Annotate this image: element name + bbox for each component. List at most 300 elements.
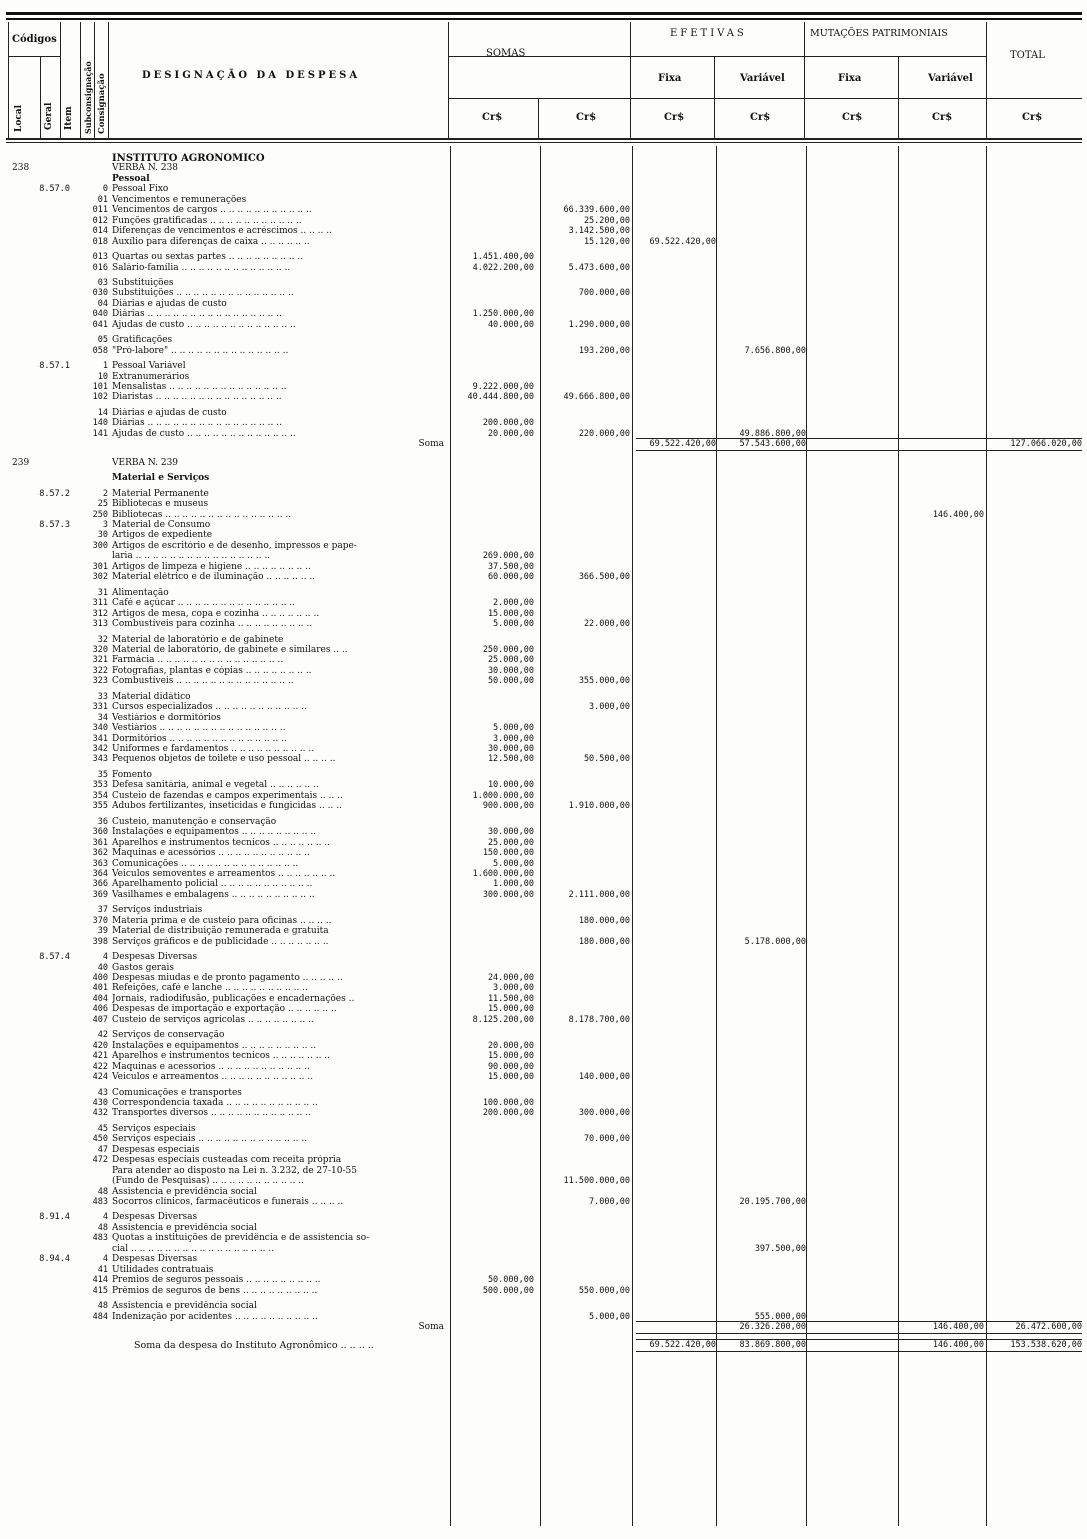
mut-variavel-value: 146.400,00 bbox=[932, 1321, 984, 1332]
item-code: 404 bbox=[92, 993, 108, 1004]
somas2-value: 3.000,00 bbox=[589, 702, 630, 713]
row-description: Aparelhos e instrumentos tecnicos .. .. .. .. .. .. .. bbox=[112, 837, 331, 848]
row-description: Mensalistas .. .. .. .. .. .. .. .. .. .. .. .. .. .. bbox=[112, 382, 287, 392]
table-row bbox=[0, 1098, 1087, 1109]
row-description: Artigos de mesa, copa e cozinha .. .. .. .. .. .. .. bbox=[112, 608, 320, 619]
item-code: 354 bbox=[92, 790, 108, 801]
table-row bbox=[0, 1155, 1087, 1166]
geral-code: 8.57.2 bbox=[39, 488, 70, 499]
table-row bbox=[0, 780, 1087, 791]
item-code: 422 bbox=[92, 1061, 108, 1072]
row-description: Artigos de escritório e de desenho, impressos e pape- bbox=[112, 540, 357, 551]
row-description: Pequenos objetos de toilete e uso pessoal .. .. .. .. bbox=[112, 754, 336, 765]
row-description: Material de laboratório, de gabinete e similares .. .. bbox=[112, 644, 348, 655]
table-row bbox=[0, 827, 1087, 838]
table-row bbox=[0, 1041, 1087, 1052]
somas2-value: 300.000,00 bbox=[578, 1108, 630, 1119]
row-description: Substituições .. .. .. .. .. .. .. .. .. .. .. .. .. .. bbox=[112, 288, 294, 299]
somas1-value: 2.000,00 bbox=[493, 598, 534, 609]
somas1-value: 200.000,00 bbox=[482, 418, 534, 429]
somas1-value: 1.000.000,00 bbox=[472, 790, 534, 801]
variavel-label: Variável bbox=[740, 73, 785, 84]
row-description: (Fundo de Pesquisas) .. .. .. .. .. .. .. .. .. .. .. bbox=[112, 1176, 304, 1187]
table-row bbox=[0, 299, 1087, 310]
mutacoes-label: MUTAÇÕES PATRIMONIAIS bbox=[810, 28, 948, 39]
item-code: 483 bbox=[92, 1197, 108, 1207]
row-description: Assistencia e previdência social bbox=[112, 1301, 257, 1311]
sum-rule bbox=[636, 438, 1082, 439]
item-code: 35 bbox=[97, 769, 108, 780]
codigos-label: Códigos bbox=[12, 34, 57, 45]
table-row bbox=[0, 1134, 1087, 1145]
table-row bbox=[0, 635, 1087, 646]
somas1-value: 1.451.400,00 bbox=[472, 252, 534, 262]
item-code: 340 bbox=[92, 723, 108, 734]
item-code: 322 bbox=[92, 665, 108, 676]
item-code: 342 bbox=[92, 744, 108, 754]
table-row bbox=[0, 309, 1087, 320]
row-description: Assistencia e previdência social bbox=[112, 1222, 257, 1233]
item-code: 341 bbox=[92, 733, 108, 744]
row-description: Prêmios de seguros de bens .. .. .. .. .. .. .. .. .. bbox=[112, 1285, 318, 1296]
table-row bbox=[0, 676, 1087, 687]
item-code: 2 bbox=[102, 488, 108, 499]
item-code: 40 bbox=[97, 962, 108, 973]
table-row bbox=[0, 926, 1087, 937]
row-description: Pessoal bbox=[112, 173, 150, 184]
row-description: Assistencia e previdência social bbox=[112, 1186, 257, 1197]
row-description: Artigos de limpeza e higiene .. .. .. .. .. .. .. .. bbox=[112, 561, 311, 572]
mut-fixa-label: Fixa bbox=[838, 73, 862, 84]
row-description: Diaristas .. .. .. .. .. .. .. .. .. .. .. .. .. .. .. bbox=[112, 392, 282, 403]
somas2-value: 2.111.000,00 bbox=[568, 889, 630, 900]
row-description: Cursos especializados .. .. .. .. .. .. .. .. .. .. .. bbox=[112, 702, 307, 713]
row-description: Comunicações .. .. .. .. .. .. .. .. .. .. .. .. .. .. bbox=[112, 858, 299, 869]
item-code: 011 bbox=[92, 205, 108, 216]
soma-label: Soma bbox=[418, 1321, 444, 1332]
table-row bbox=[0, 1254, 1087, 1265]
consignacao-label: Consignação bbox=[97, 73, 107, 134]
table-row bbox=[0, 1223, 1087, 1234]
item-code: 058 bbox=[92, 345, 108, 356]
sum-rule bbox=[636, 1339, 1082, 1340]
item-code: 012 bbox=[92, 215, 108, 226]
somas1-value: 100.000,00 bbox=[482, 1097, 534, 1108]
total-value: 153.538.620,00 bbox=[1010, 1340, 1082, 1351]
row-description: Despesas de importação e exportação .. .. .. .. .. .. bbox=[112, 1004, 337, 1015]
fixa-label: Fixa bbox=[658, 73, 682, 84]
row-description: Aparelhamento policial .. .. .. .. .. .. .. .. .. .. .. bbox=[112, 879, 313, 890]
row-description: Funções gratificadas .. .. .. .. .. .. .. .. .. .. .. bbox=[112, 215, 302, 226]
row-description: Instalações e equipamentos .. .. .. .. .. .. .. .. .. bbox=[112, 1040, 317, 1051]
mut-variavel-value: 146.400,00 bbox=[932, 1340, 984, 1351]
item-code: 362 bbox=[92, 848, 108, 858]
somas1-value: 30.000,00 bbox=[487, 827, 534, 838]
item-code: 312 bbox=[92, 608, 108, 619]
item-code: 472 bbox=[92, 1155, 108, 1166]
somas1-value: 50.000,00 bbox=[487, 676, 534, 687]
somas1-value: 3.000,00 bbox=[493, 983, 534, 994]
table-row bbox=[0, 372, 1087, 383]
table-row bbox=[0, 1322, 1087, 1333]
row-description: Transportes diversos .. .. .. .. .. .. .. .. .. .. .. .. bbox=[112, 1108, 311, 1119]
table-row bbox=[0, 1072, 1087, 1083]
table-row bbox=[0, 916, 1087, 927]
table-row bbox=[0, 692, 1087, 703]
item-code: 353 bbox=[92, 780, 108, 791]
item-code: 016 bbox=[92, 262, 108, 273]
table-row bbox=[0, 184, 1087, 195]
somas1-value: 11.500,00 bbox=[487, 993, 534, 1004]
item-code: 401 bbox=[92, 983, 108, 994]
item-code: 42 bbox=[97, 1030, 108, 1041]
item-label: Item bbox=[64, 106, 74, 130]
row-description: Socorros clínicos, farmacêuticos e funerais .. .. .. .. bbox=[112, 1197, 344, 1207]
row-description: Quotas a instituições de previdência e de assistencia so- bbox=[112, 1233, 370, 1244]
currency-somas1: Cr$ bbox=[482, 112, 503, 123]
table-row bbox=[0, 1145, 1087, 1156]
fixa-value: 69.522.420,00 bbox=[649, 1340, 716, 1351]
row-description: Gratificações bbox=[112, 335, 173, 346]
somas1-value: 20.000,00 bbox=[487, 428, 534, 439]
row-description: Fotografias, plantas e cópias .. .. .. .. .. .. .. .. bbox=[112, 665, 312, 676]
somas2-value: 180.000,00 bbox=[578, 936, 630, 947]
table-row bbox=[0, 619, 1087, 630]
geral-code: 8.57.4 bbox=[39, 952, 70, 963]
item-code: 32 bbox=[97, 634, 108, 645]
row-description: Ajudas de custo .. .. .. .. .. .. .. .. .. .. .. .. .. bbox=[112, 428, 296, 439]
somas2-value: 66.339.600,00 bbox=[563, 205, 630, 216]
table-row bbox=[0, 1004, 1087, 1015]
somas2-value: 25.200,00 bbox=[583, 215, 630, 226]
table-row bbox=[0, 153, 1087, 164]
item-code: 414 bbox=[92, 1275, 108, 1286]
table-row bbox=[0, 1062, 1087, 1073]
table-row bbox=[0, 744, 1087, 755]
row-description: Material elétrico e de iluminação .. .. .. .. .. .. bbox=[112, 572, 316, 583]
somas1-value: 1.000,00 bbox=[493, 879, 534, 890]
somas2-value: 193.200,00 bbox=[578, 345, 630, 356]
row-description: INSTITUTO AGRONÔMICO bbox=[112, 153, 265, 164]
table-row bbox=[0, 1301, 1087, 1312]
somas1-value: 15.000,00 bbox=[487, 1072, 534, 1082]
somas1-value: 15.000,00 bbox=[487, 608, 534, 619]
table-row bbox=[0, 237, 1087, 248]
table-row bbox=[0, 408, 1087, 419]
table-row bbox=[0, 609, 1087, 620]
table-row bbox=[0, 489, 1087, 500]
item-code: 101 bbox=[92, 382, 108, 392]
somas1-value: 1.600.000,00 bbox=[472, 868, 534, 879]
somas2-value: 5.000,00 bbox=[589, 1311, 630, 1322]
table-row bbox=[0, 890, 1087, 901]
table-row bbox=[0, 994, 1087, 1005]
somas1-value: 250.000,00 bbox=[482, 644, 534, 655]
table-row bbox=[0, 562, 1087, 573]
somas1-value: 10.000,00 bbox=[487, 780, 534, 791]
table-row bbox=[0, 598, 1087, 609]
item-code: 343 bbox=[92, 754, 108, 765]
item-code: 141 bbox=[92, 428, 108, 439]
row-description: Instalações e equipamentos .. .. .. .. .. .. .. .. .. bbox=[112, 827, 317, 838]
row-description: Serviços de conservação bbox=[112, 1030, 225, 1041]
table-row bbox=[0, 1233, 1087, 1244]
row-description: Despesas miudas e de pronto pagamento .. .. .. .. .. bbox=[112, 973, 343, 983]
somas1-value: 37.500,00 bbox=[487, 561, 534, 572]
geral-code: 8.94.4 bbox=[39, 1254, 70, 1265]
table-row bbox=[0, 1197, 1087, 1208]
table-row bbox=[0, 588, 1087, 599]
row-description: Substituições bbox=[112, 277, 174, 288]
somas1-value: 900.000,00 bbox=[482, 801, 534, 812]
row-description: Correspondencia taxada .. .. .. .. .. .. .. .. .. .. .. bbox=[112, 1097, 318, 1108]
table-row bbox=[0, 801, 1087, 812]
table-row bbox=[0, 791, 1087, 802]
item-code: 331 bbox=[92, 702, 108, 713]
table-row bbox=[0, 879, 1087, 890]
table-row bbox=[0, 499, 1087, 510]
somas1-value: 5.000,00 bbox=[493, 619, 534, 629]
item-code: 321 bbox=[92, 655, 108, 666]
row-description: Combustíveis para cozinha .. .. .. .. .. .. .. .. .. bbox=[112, 619, 313, 629]
table-row bbox=[0, 392, 1087, 403]
grand-total-label: Soma da despesa do Instituto Agronômico .. .. .. .. bbox=[134, 1340, 374, 1352]
table-row bbox=[0, 905, 1087, 916]
somas1-value: 50.000,00 bbox=[487, 1275, 534, 1286]
table-row bbox=[0, 263, 1087, 274]
row-description: Bibliotecas e museus bbox=[112, 499, 209, 509]
table-row bbox=[0, 1244, 1087, 1255]
row-description: Despesas Diversas bbox=[112, 952, 198, 963]
row-description: Material didático bbox=[112, 691, 191, 702]
item-code: 421 bbox=[92, 1051, 108, 1062]
row-description: Veiculos e arreamentos .. .. .. .. .. .. .. .. .. .. .. bbox=[112, 1072, 314, 1082]
row-description: Despesas Diversas bbox=[112, 1254, 198, 1265]
item-code: 33 bbox=[97, 691, 108, 702]
table-row bbox=[0, 530, 1087, 541]
somas2-value: 550.000,00 bbox=[578, 1285, 630, 1296]
item-code: 424 bbox=[92, 1072, 108, 1082]
row-description: Indenização por acidentes .. .. .. .. .. .. .. .. .. .. bbox=[112, 1311, 318, 1322]
row-description: laria .. .. .. .. .. .. .. .. .. .. .. .. .. .. .. .. bbox=[112, 551, 271, 562]
item-code: 3 bbox=[102, 519, 108, 530]
row-description: Dormitórios .. .. .. .. .. .. .. .. .. .. .. .. .. .. bbox=[112, 733, 287, 744]
table-row bbox=[0, 382, 1087, 393]
mut-variavel-value: 146.400,00 bbox=[932, 509, 984, 520]
table-row bbox=[0, 952, 1087, 963]
item-code: 1 bbox=[102, 361, 108, 372]
row-description: Vencimentos de cargos .. .. .. .. .. .. .. .. .. .. .. bbox=[112, 205, 312, 216]
table-row bbox=[0, 1275, 1087, 1286]
table-row bbox=[0, 473, 1087, 484]
row-description: Veiculos semoventes e arreamentos .. .. .. .. .. .. .. bbox=[112, 868, 336, 879]
table-row bbox=[0, 838, 1087, 849]
row-description: Despesas especiais bbox=[112, 1144, 200, 1155]
table-row bbox=[0, 361, 1087, 372]
row-description: Café e açúcar .. .. .. .. .. .. .. .. .. .. .. .. .. .. bbox=[112, 598, 296, 609]
somas2-value: 7.000,00 bbox=[589, 1197, 630, 1207]
somas1-value: 500.000,00 bbox=[482, 1285, 534, 1296]
row-description: cial .. .. .. .. .. .. .. .. .. .. .. .. .. .. .. .. .. bbox=[112, 1243, 275, 1254]
table-row bbox=[0, 1212, 1087, 1223]
table-row bbox=[0, 848, 1087, 859]
somas2-value: 49.666.800,00 bbox=[563, 392, 630, 403]
row-description: Serviços industriais bbox=[112, 905, 203, 916]
somas2-value: 22.000,00 bbox=[583, 619, 630, 629]
item-code: 48 bbox=[97, 1222, 108, 1233]
row-description: Adubos fertilizantes, inseticidas e fungicidas .. .. .. bbox=[112, 801, 342, 812]
table-row bbox=[0, 288, 1087, 299]
item-code: 36 bbox=[97, 816, 108, 827]
somas1-value: 15.000,00 bbox=[487, 1004, 534, 1015]
somas-label: SOMAS bbox=[486, 48, 526, 59]
row-description: Auxílio para diferenças de caixa .. .. .. .. .. .. bbox=[112, 236, 310, 247]
geral-code: 8.57.1 bbox=[39, 361, 70, 372]
row-description: Vestiários .. .. .. .. .. .. .. .. .. .. .. .. .. .. .. bbox=[112, 723, 286, 734]
row-description: Material de laboratório e de gabinete bbox=[112, 634, 284, 645]
currency-mfixa: Cr$ bbox=[842, 112, 863, 123]
somas2-value: 355.000,00 bbox=[578, 676, 630, 687]
row-description: Refeições, café e lanche .. .. .. .. .. .. .. .. .. .. bbox=[112, 983, 308, 994]
table-row bbox=[0, 1088, 1087, 1099]
item-code: 013 bbox=[92, 252, 108, 262]
table-row bbox=[0, 859, 1087, 870]
somas1-value: 12.500,00 bbox=[487, 754, 534, 765]
variavel-value: 83.869.800,00 bbox=[739, 1340, 806, 1351]
geral-code: 8.57.3 bbox=[39, 519, 70, 530]
somas1-value: 8.125.200,00 bbox=[472, 1014, 534, 1025]
table-row bbox=[0, 1340, 1087, 1351]
table-row bbox=[0, 195, 1087, 206]
item-code: 041 bbox=[92, 319, 108, 330]
row-description: Custeio de fazendas e campos experimentais .. .. .. bbox=[112, 790, 343, 801]
item-code: 01 bbox=[97, 194, 108, 205]
currency-somas2: Cr$ bbox=[576, 112, 597, 123]
row-description: Pessoal Variável bbox=[112, 361, 186, 372]
somas2-value: 366.500,00 bbox=[578, 572, 630, 583]
table-row bbox=[0, 983, 1087, 994]
somas2-value: 15.120,00 bbox=[583, 236, 630, 247]
row-description: Ajudas de custo .. .. .. .. .. .. .. .. .. .. .. .. .. bbox=[112, 319, 296, 330]
somas1-value: 30.000,00 bbox=[487, 744, 534, 754]
table-row bbox=[0, 346, 1087, 357]
table-row bbox=[0, 418, 1087, 429]
item-code: 363 bbox=[92, 858, 108, 869]
table-row bbox=[0, 163, 1087, 174]
somas1-value: 269.000,00 bbox=[482, 551, 534, 562]
item-code: 400 bbox=[92, 973, 108, 983]
item-code: 300 bbox=[92, 540, 108, 551]
variavel-value: 5.178.000,00 bbox=[744, 936, 806, 947]
item-code: 432 bbox=[92, 1108, 108, 1119]
variavel-value: 7.656.800,00 bbox=[744, 345, 806, 356]
variavel-value: 26.326.200,00 bbox=[739, 1321, 806, 1332]
table-row bbox=[0, 174, 1087, 185]
row-description: Salário-família .. .. .. .. .. .. .. .. .. .. .. .. .. bbox=[112, 262, 291, 273]
row-description: Premios de seguros pessoais .. .. .. .. .. .. .. .. .. bbox=[112, 1275, 321, 1286]
somas2-value: 11.500.000,00 bbox=[563, 1176, 630, 1187]
row-description: Jornais, radiodifusão, publicações e encadernações .. bbox=[112, 993, 355, 1004]
sum-rule-bottom bbox=[636, 1351, 1082, 1352]
row-description: Vestiários e dormitórios bbox=[112, 712, 221, 723]
somas2-value: 50.500,00 bbox=[583, 754, 630, 765]
currency-mvar: Cr$ bbox=[932, 112, 953, 123]
item-code: 05 bbox=[97, 335, 108, 346]
row-description: Vencimentos e remunerações bbox=[112, 194, 247, 205]
fixa-value: 69.522.420,00 bbox=[649, 439, 716, 450]
row-description: Custeio, manutenção e conservação bbox=[112, 816, 277, 827]
somas1-value: 25.000,00 bbox=[487, 837, 534, 848]
row-description: Diárias .. .. .. .. .. .. .. .. .. .. .. .. .. .. .. .. bbox=[112, 309, 282, 320]
row-description: Diferenças de vencimentos e acréscimos .. .. .. .. bbox=[112, 226, 332, 237]
somas2-value: 1.910.000,00 bbox=[568, 801, 630, 812]
table-row bbox=[0, 770, 1087, 781]
row-description: Material Permanente bbox=[112, 488, 209, 499]
table-row bbox=[0, 817, 1087, 828]
table-row bbox=[0, 1108, 1087, 1119]
item-code: 48 bbox=[97, 1301, 108, 1311]
row-description: Serviços gráficos e de publicidade .. .. .. .. .. .. .. bbox=[112, 936, 329, 947]
item-code: 140 bbox=[92, 418, 108, 429]
item-code: 4 bbox=[102, 1212, 108, 1223]
item-code: 364 bbox=[92, 868, 108, 879]
item-code: 040 bbox=[92, 309, 108, 320]
somas1-value: 40.000,00 bbox=[487, 319, 534, 330]
item-code: 323 bbox=[92, 676, 108, 687]
item-code: 37 bbox=[97, 905, 108, 916]
efetivas-label: EFETIVAS bbox=[670, 28, 747, 39]
table-row bbox=[0, 541, 1087, 552]
row-description: Diárias .. .. .. .. .. .. .. .. .. .. .. .. .. .. .. .. bbox=[112, 418, 282, 429]
table-row bbox=[0, 723, 1087, 734]
somas1-value: 150.000,00 bbox=[482, 848, 534, 858]
table-row bbox=[0, 216, 1087, 227]
row-description: Vasilhames e embalagens .. .. .. .. .. .. .. .. .. .. bbox=[112, 889, 315, 900]
table-row bbox=[0, 1265, 1087, 1276]
total-label: TOTAL bbox=[1010, 50, 1045, 61]
table-row bbox=[0, 551, 1087, 562]
table-row bbox=[0, 1166, 1087, 1177]
row-description: Defesa sanitária, animal e vegetal .. .. .. .. .. .. bbox=[112, 780, 319, 791]
currency-total: Cr$ bbox=[1022, 112, 1043, 123]
table-row bbox=[0, 869, 1087, 880]
table-row bbox=[0, 937, 1087, 948]
somas2-value: 5.473.600,00 bbox=[568, 262, 630, 273]
table-row bbox=[0, 439, 1087, 450]
sum-rule-bottom bbox=[636, 450, 1082, 451]
somas1-value: 4.022.200,00 bbox=[472, 262, 534, 273]
geral-code: 8.91.4 bbox=[39, 1212, 70, 1223]
table-row bbox=[0, 572, 1087, 583]
table-row bbox=[0, 520, 1087, 531]
table-row bbox=[0, 458, 1087, 469]
table-row bbox=[0, 645, 1087, 656]
soma-label: Soma bbox=[418, 439, 444, 450]
variavel-value: 49.886.800,00 bbox=[739, 428, 806, 439]
item-code: 0 bbox=[102, 184, 108, 195]
table-row bbox=[0, 252, 1087, 263]
somas2-value: 700.000,00 bbox=[578, 288, 630, 299]
row-description: Alimentação bbox=[112, 587, 169, 598]
item-code: 04 bbox=[97, 298, 108, 309]
row-description: VERBA N. 239 bbox=[112, 457, 179, 468]
table-row bbox=[0, 1286, 1087, 1297]
row-description: Gastos gerais bbox=[112, 962, 174, 973]
item-code: 355 bbox=[92, 801, 108, 812]
somas1-value: 20.000,00 bbox=[487, 1040, 534, 1051]
somas1-value: 24.000,00 bbox=[487, 973, 534, 983]
item-code: 320 bbox=[92, 644, 108, 655]
